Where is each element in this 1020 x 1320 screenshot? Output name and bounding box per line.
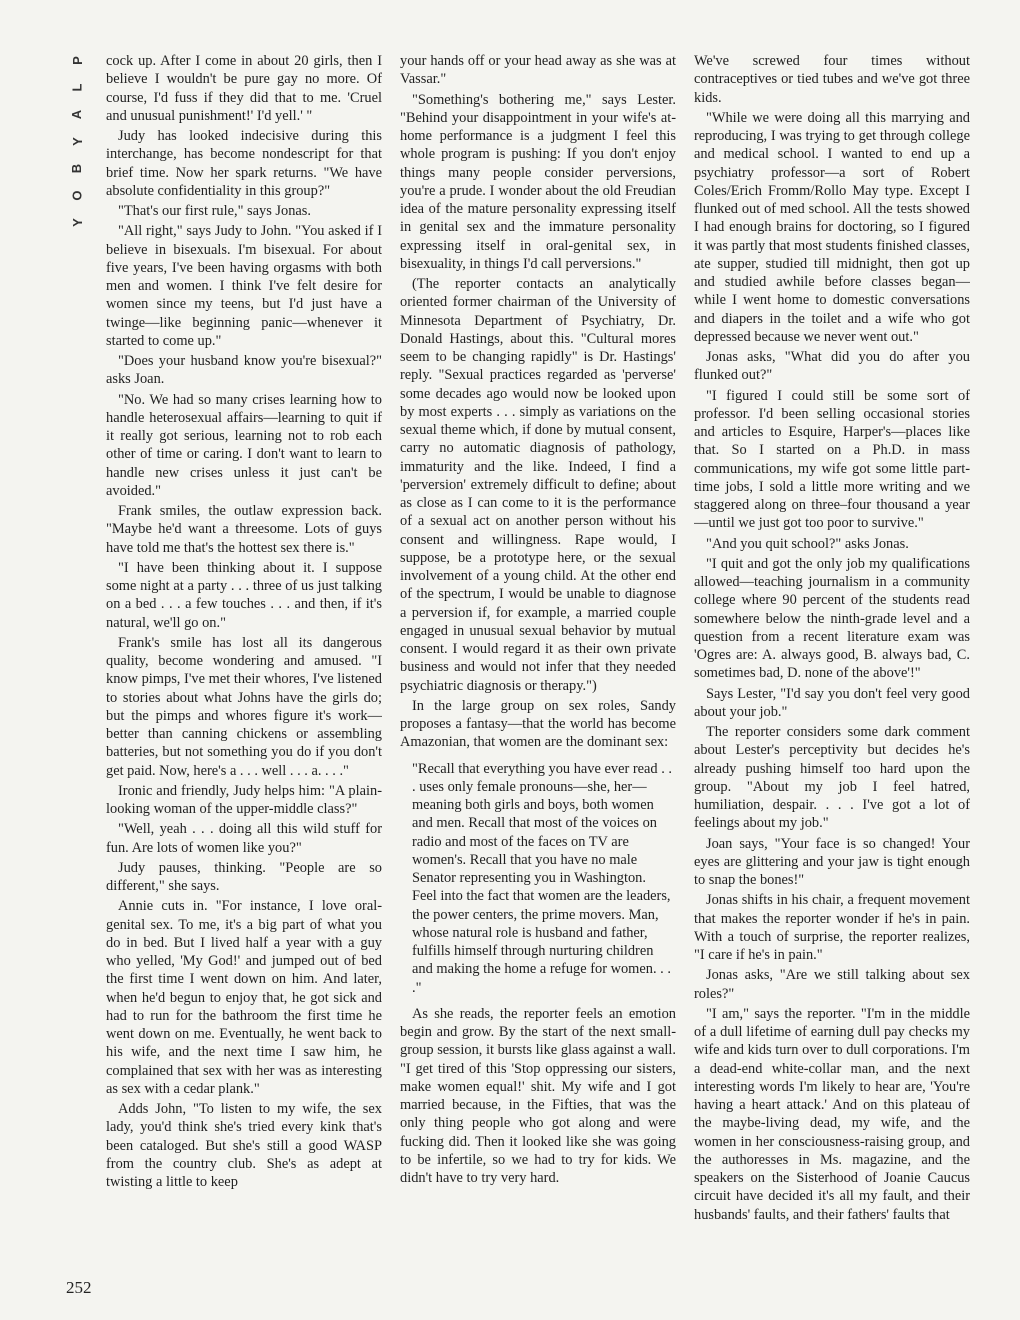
paragraph: "While we were doing all this marrying and reproducing, I was trying to get through college and medical school. I wanted to end up a psychiatry professor—a sort of Robert Coles/Erich Fromm/Rollo May type. Except I flunked out of med school. All the tests showed I had enough brains for doctoring, so I figured it was partly that most students finished classes, ate supper, studied till midnight, then got up and studied awhile before classes began—while I went home to domestic conversations and diapers in the toilet and a wife who got depressed because we never went out." [694,109,970,345]
text-column-2 [400,52,676,1294]
paragraph: Jonas asks, "What did you do after you flunked out?" [694,349,970,384]
paragraph: "And you quit school?" asks Jonas. [706,535,909,552]
text-column-3 [694,52,970,1294]
runner-letter: O [69,190,85,201]
runner-letter: Y [69,218,85,227]
paragraph: The reporter considers some dark comment about Lester's perceptivity but decides he's already pushing himself too hard upon the group. "About my job I feel hatred, humiliation, despair. . . . I've got a lot of feelings about my job." [694,724,970,832]
paragraph: (The reporter contacts an analytically oriented former chairman of the University of Minnesota Department of Psychiatry, Dr. Donald Hastings, about this. "Cultural mores seem to be changing rapidly" is Dr. Hastings' reply. "Sexual practices regarded as 'perverse' some decades ago would now be looked upon by most experts . . . simply as variations on the sexual theme which, if done by mutual consent, carry no automatic diagnosis of pathology, immaturity and the like. Indeed, I find a 'perversion' extremely difficult to define; about as close as I can come to it is the performance of a sexual act on another person without his consent and willingness. Rape would, I suppose, be a prototype here, or the sexual involvement of a young child. At the other end of the spectrum, I would be unable to diagnose a perversion if, for example, a married couple engaged in unusual sexual behavior by mutual consent. I would regard it as their own private business and would not infer that they needed psychiatric diagnosis or therapy.") [400,276,676,694]
running-header-vertical [68,50,86,233]
paragraph: Annie cuts in. "For instance, I love oral-genital sex. To me, it's a big part of what you do in bed. But I lived half a year with a guy who yelled, 'My God!' and jumped out of bed the first time I went down on him. And later, when he'd begun to enjoy that, he got sick and had to run for the bathroom the first time he went down on me. Eventually, he went back to his wife, and the next time I saw him, he complained that sex with her was as interesting as sex with a cedar plank." [106,898,382,1097]
paragraph: Frank's smile has lost all its dangerous quality, become wondering and amused. "I know pimps, I've met their whores, I've listened to stories about what Johns have the girls do; but the pimps and whores figure it's work—better than canning chickens or assembling batteries, but not something you do if you don't get paid. Now, here's a . . . well . . . a. . . ." [106,634,382,779]
paragraph: "Something's bothering me," says Lester. "Behind your disappointment in your wife's at-home performance is a judgment I feel this whole program is pushing: If you don't enjoy things many people consider perversions, you're a prude. I wonder about the old Freudian idea of the mature personality expressing itself in genital sex and the immature personality expressing itself in oral-genital sex, in bisexuality, in things I'd call perversions." [400,91,676,272]
runner-letter: B [69,163,85,174]
paragraph: cock up. After I come in about 20 girls, then I believe I wouldn't be pure gay no more. Of course, I'd fuss if they did that to me. 'Cruel and unusual punishment!' I'd yell.' " [106,53,382,124]
paragraph: Adds John, "To listen to my wife, the sex lady, you'd think she's tried every kink that's been cataloged. But she's still a good WASP from the country club. She's as adept at twisting a little to keep [106,1101,382,1190]
paragraph: We've screwed four times without contraceptives or tied tubes and we've got three kids. [694,53,970,106]
paragraph: "No. We had so many crises learning how to handle heterosexual affairs—learning to quit if it really got serious, learning not to rob each other of time or caring. I don't want to learn to handle new crises unless it just can't be avoided." [106,391,382,499]
text-column-1 [106,52,382,1294]
page-number: 252 [66,1278,92,1297]
runner-letter: A [69,109,85,120]
runner-letter: Y [69,137,85,146]
paragraph: "Well, yeah . . . doing all this wild stuff for fun. Are lots of women like you?" [106,821,382,856]
magazine-page [33,0,988,1320]
paragraph: "I have been thinking about it. I suppose some night at a party . . . three of us just talking on a bed . . . a few touches . . . and then, if it's natural, we'll go on." [106,559,382,631]
paragraph: "I figured I could still be some sort of professor. I'd been selling occasional stories and articles to Esquire, Harper's—places like that. So I started on a Ph.D. in mass communications, my wife got some little part-time jobs, I sold a little more writing and we staggered along on three–four thousand a year—until we just got too poor to survive." [694,387,970,532]
paragraph: "Does your husband know you're bisexual?" asks Joan. [106,353,382,388]
paragraph: In the large group on sex roles, Sandy proposes a fantasy—that the world has become Amazonian, that women are the dominant sex: [400,697,676,751]
paragraph: Says Lester, "I'd say you don't feel very good about your job." [694,685,970,720]
paragraph: As she reads, the reporter feels an emotion begin and grow. By the start of the next small-group session, it bursts like glass against a wall. "I get tired of this 'Stop oppressing our sisters, make women equal!' shit. My wife and I got married because, in the Fifties, that was the only thing people who got along and were fucking did. Then it looked like she was going to be infertile, so we had to try for kids. We didn't have to try very hard. [400,1005,676,1186]
paragraph: Jonas asks, "Are we still talking about sex roles?" [694,967,970,1002]
paragraph: "That's our first rule," says Jonas. [118,203,311,219]
runner-letter: P [69,56,85,65]
paragraph: Judy has looked indecisive during this interchange, has become nondescript for that brief time. Now her spark returns. "We have absolute confidentiality in this group?" [106,128,382,199]
paragraph: Judy pauses, thinking. "People are so different," she says. [106,859,382,894]
runner-letter: L [69,83,85,92]
paragraph: Frank smiles, the outlaw expression back. "Maybe he'd want a threesome. Lots of guys have told me that's the hottest sex there is." [106,503,382,556]
paragraph: Joan says, "Your face is so changed! Your eyes are glittering and your jaw is tight enough to snap the bones!" [694,835,970,888]
block-quote: "Recall that everything you have ever read . . . uses only female pronouns—she, her—meaning both girls and boys, both women and men. Recall that most of the voices on radio and most of the faces on TV are women's. Recall that you have no male Senator representing you in Washington. Feel into the fact that women are the leaders, the power centers, the prime movers. Man, whose natural role is husband and father, fulfills himself through nurturing children and making the home a refuge for women. . . ." [412,760,673,996]
paragraph: your hands off or your head away as she was at Vassar." [400,53,676,88]
paragraph: Jonas shifts in his chair, a frequent movement that makes the reporter wonder if he's in pain. With a touch of surprise, the reporter realizes, "I care if he's in pain." [694,892,970,963]
paragraph: "I am," says the reporter. "I'm in the middle of a dull lifetime of earning dull pay checks my wife and kids turn over to dull corporations. I'm a dead-end white-collar man, and the next interesting words I'm likely to hear are, 'You're having a heart attack.' And on this plateau of the maybe-living dead, my wife, and the women in her consciousness-raising group, and the authoresses in Ms. magazine, and the speakers on the Sisterhood of Joanie Caucus circuit have decided it's all my fault, and their husbands' faults, and their fathers' faults that [694,1005,970,1223]
paragraph: "All right," says Judy to John. "You asked if I believe in bisexuals. I'm bisexual. For about five years, I've been having orgasms with both men and women. I think I've felt desire for women since my teens, but I'd just have a twinge—like beginning panic—whenever it started to come up." [106,223,382,349]
paragraph: Ironic and friendly, Judy helps him: "A plain-looking woman of the upper-middle class?" [106,782,382,817]
paragraph: "I quit and got the only job my qualifications allowed—teaching journalism in a community college where 90 percent of the students read somewhere below the ninth-grade level and a question from a recent literature exam was 'Ogres are: A. always good, B. always bad, C. sometimes bad, D. none of the above'!" [694,555,970,682]
